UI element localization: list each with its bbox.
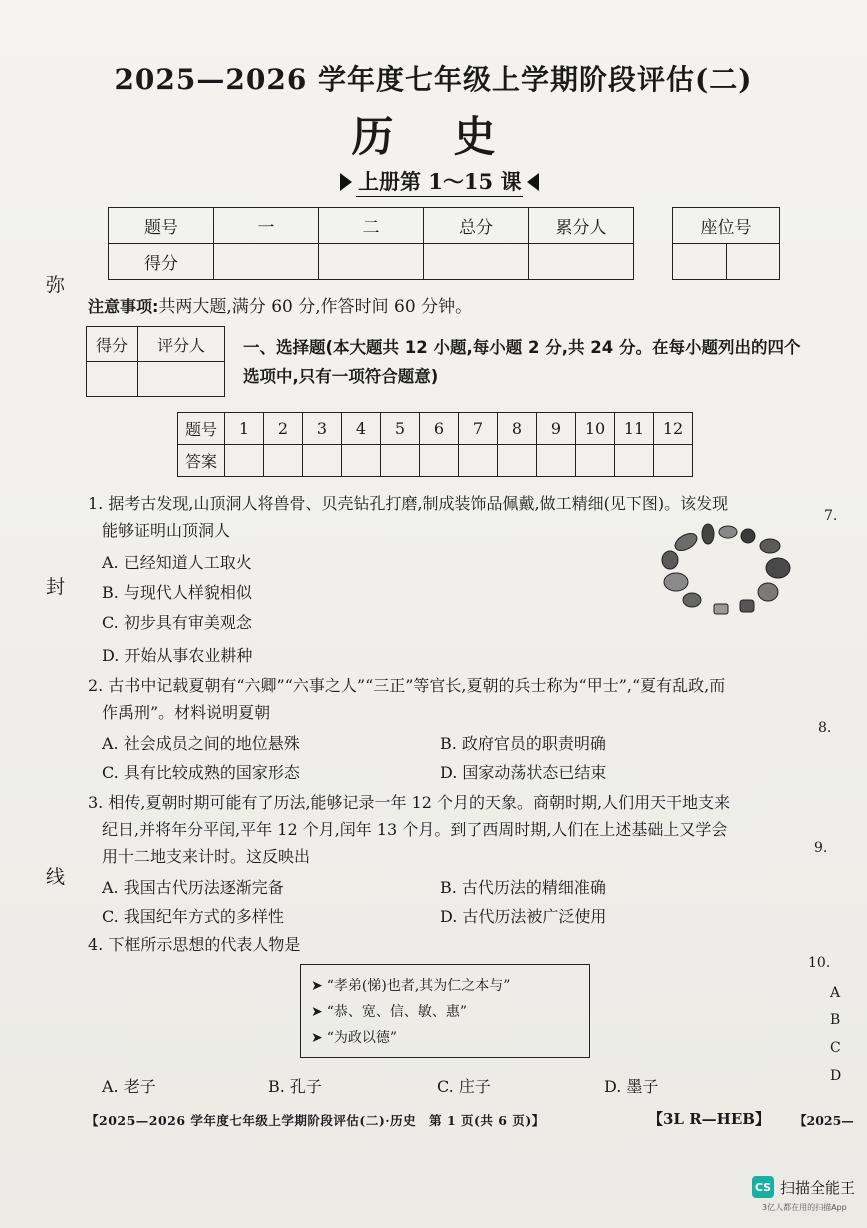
notice-text: 共两大题,满分 60 分,作答时间 60 分钟。 (158, 297, 473, 317)
next-page-opt-a: A (830, 985, 841, 1001)
lesson-range (340, 166, 539, 197)
answer-num: 2 (264, 413, 303, 445)
question-1-line2: 能够证明山顶洞人 (102, 521, 231, 540)
answer-num: 12 (654, 413, 693, 445)
score-cell[interactable] (319, 244, 424, 280)
triangle-right-icon (340, 173, 352, 191)
seal-char-mi: 弥 (46, 274, 66, 296)
scanner-name: 扫描全能王 (780, 1178, 856, 1197)
score-head-1: 一 (214, 208, 319, 244)
answer-cell[interactable] (498, 445, 537, 477)
q4-option-a[interactable]: A. 老子 (102, 1077, 156, 1096)
answer-num: 1 (225, 413, 264, 445)
score-head-0: 题号 (109, 208, 214, 244)
next-page-q9: 9. (814, 840, 828, 856)
score-cell[interactable] (424, 244, 529, 280)
q3-option-c[interactable]: C. 我国纪年方式的多样性 (102, 907, 284, 926)
bone-shell-ornament-image (656, 520, 796, 620)
seat-cell[interactable] (673, 244, 727, 280)
next-page-opt-c: C (830, 1040, 841, 1056)
question-3-line2: 纪日,并将年分平闰,平年 12 个月,闰年 13 个月。到了西周时期,人们在上述基础上又学会 (102, 820, 728, 839)
question-2-line2: 作禹刑”。材料说明夏朝 (102, 703, 271, 722)
quote-text: “恭、宽、信、敏、惠” (326, 1004, 468, 1020)
answer-cell[interactable] (615, 445, 654, 477)
score-head-4: 累分人 (529, 208, 634, 244)
score-table (108, 207, 634, 280)
answer-num: 6 (420, 413, 459, 445)
q4-option-d[interactable]: D. 墨子 (604, 1077, 659, 1096)
next-page-opt-d: D (830, 1068, 842, 1084)
quote-line (311, 999, 579, 1025)
answer-num: 8 (498, 413, 537, 445)
q3-option-b[interactable]: B. 古代历法的精细准确 (440, 878, 606, 897)
score-head-2: 二 (319, 208, 424, 244)
answer-cell[interactable] (420, 445, 459, 477)
arrowhead-icon: ➤ (311, 1030, 323, 1046)
answer-num: 3 (303, 413, 342, 445)
answer-cell[interactable] (537, 445, 576, 477)
lesson-range-text: 上册第 1～15 课 (356, 166, 523, 197)
quote-text: “为政以德” (326, 1030, 398, 1046)
page-footer: 【2025—2026 学年度七年级上学期阶段评估(二)·历史 第 1 页(共 6 页)】 (86, 1113, 545, 1128)
q2-option-d[interactable]: D. 国家动荡状态已结束 (440, 763, 607, 782)
grader-name-label: 评分人 (138, 327, 225, 362)
notice-label: 注意事项: (88, 297, 159, 316)
question-2-line1: 2. 古书中记载夏朝有“六卿”“六事之人”“三正”等官长,夏朝的兵士称为“甲士”,“夏有乱政,而 (88, 676, 726, 695)
answer-cell[interactable] (654, 445, 693, 477)
arrowhead-icon: ➤ (311, 1004, 323, 1020)
quote-line (311, 1025, 579, 1051)
quote-line (311, 973, 579, 999)
answer-num: 9 (537, 413, 576, 445)
answer-num: 5 (381, 413, 420, 445)
grader-score-cell[interactable] (87, 362, 138, 397)
q3-option-d[interactable]: D. 古代历法被广泛使用 (440, 907, 607, 926)
next-page-footer-fragment: 【2025— (794, 1113, 854, 1128)
q1-option-c[interactable]: C. 初步具有审美观念 (102, 613, 252, 632)
answer-cell[interactable] (264, 445, 303, 477)
grader-name-cell[interactable] (138, 362, 225, 397)
question-2-stem (88, 672, 808, 726)
q1-option-d[interactable]: D. 开始从事农业耕种 (102, 646, 253, 665)
answer-cell[interactable] (459, 445, 498, 477)
q2-option-b[interactable]: B. 政府官员的职责明确 (440, 734, 606, 753)
scanner-watermark (752, 1176, 855, 1198)
answer-num: 4 (342, 413, 381, 445)
answer-head-label: 题号 (178, 413, 225, 445)
section1-title: 一、选择题(本大题共 12 小题,每小题 2 分,共 24 分。在每小题列出的四个选项中,只有一项符合题意) (243, 338, 801, 386)
next-page-q7: 7. (824, 508, 838, 524)
q2-option-a[interactable]: A. 社会成员之间的地位悬殊 (102, 734, 300, 753)
answer-cell[interactable] (381, 445, 420, 477)
question-3-line3: 用十二地支来计时。这反映出 (102, 847, 311, 866)
answer-row-label: 答案 (178, 445, 225, 477)
seal-char-xian: 线 (46, 866, 66, 888)
seat-table (672, 207, 780, 280)
question-4-stem: 4. 下框所示思想的代表人物是 (88, 935, 301, 954)
grader-score-label: 得分 (87, 327, 138, 362)
score-cell[interactable] (529, 244, 634, 280)
q3-option-a[interactable]: A. 我国古代历法逐渐完备 (102, 878, 284, 897)
camscanner-icon: CS (752, 1176, 774, 1198)
grader-table (86, 326, 225, 397)
question-1-line1: 1. 据考古发现,山顶洞人将兽骨、贝壳钻孔打磨,制成装饰品佩戴,做工精细(见下图)。该发现 (88, 494, 729, 513)
triangle-left-icon (527, 173, 539, 191)
next-page-q8: 8. (818, 720, 832, 736)
seat-label: 座位号 (673, 208, 780, 244)
arrowhead-icon: ➤ (311, 978, 323, 994)
q2-option-c[interactable]: C. 具有比较成熟的国家形态 (102, 763, 300, 782)
answer-num: 11 (615, 413, 654, 445)
answer-table (177, 412, 693, 477)
paper-code: 【3L R—HEB】 (648, 1110, 770, 1128)
quote-box (300, 964, 590, 1058)
subject-title: 历史 (351, 112, 556, 161)
next-page-q10: 10. (808, 955, 831, 971)
score-head-3: 总分 (424, 208, 529, 244)
q4-option-c[interactable]: C. 庄子 (437, 1077, 491, 1096)
answer-num: 10 (576, 413, 615, 445)
q1-option-a[interactable]: A. 已经知道人工取火 (102, 553, 252, 572)
scanner-tagline: 3亿人都在用的扫描App (762, 1203, 847, 1212)
notice (88, 292, 472, 317)
next-page-opt-b: B (830, 1012, 841, 1028)
answer-cell[interactable] (342, 445, 381, 477)
q1-option-b[interactable]: B. 与现代人样貌相似 (102, 583, 252, 602)
seat-cell[interactable] (726, 244, 780, 280)
q4-option-b[interactable]: B. 孔子 (268, 1077, 322, 1096)
score-cell[interactable] (214, 244, 319, 280)
question-3-stem (88, 789, 808, 870)
question-3-line1: 3. 相传,夏朝时期可能有了历法,能够记录一年 12 个月的天象。商朝时期,人们用天干地支来 (88, 793, 731, 812)
score-row-label: 得分 (109, 244, 214, 280)
answer-cell[interactable] (225, 445, 264, 477)
seal-char-feng: 封 (46, 576, 66, 598)
answer-cell[interactable] (303, 445, 342, 477)
answer-cell[interactable] (576, 445, 615, 477)
answer-num: 7 (459, 413, 498, 445)
quote-text: “孝弟(悌)也者,其为仁之本与” (326, 978, 511, 994)
exam-title: 2025—2026 学年度七年级上学期阶段评估(二) (114, 63, 753, 96)
